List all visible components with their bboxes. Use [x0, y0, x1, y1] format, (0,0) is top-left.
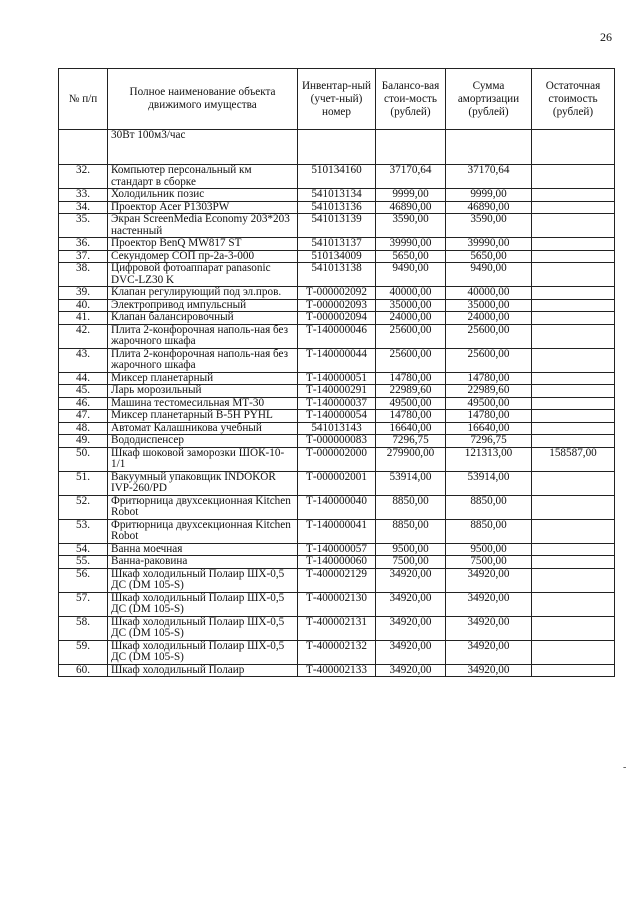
cell-amort: 34920,00: [446, 640, 532, 664]
cell-inv: Т-140000046: [298, 324, 376, 348]
cell-num: 47.: [59, 410, 108, 423]
cell-num: 46.: [59, 397, 108, 410]
cell-name: Плита 2-конфорочная наполь-ная без жарочного шкафа: [108, 348, 298, 372]
table-row: [59, 568, 615, 592]
cell-bal: 8850,00: [376, 495, 446, 519]
cell-name: Ванна моечная: [108, 543, 298, 556]
table-row: [59, 214, 615, 238]
cell-num: 45.: [59, 385, 108, 398]
cell-inv: 541013143: [298, 422, 376, 435]
cell-amort: 35000,00: [446, 299, 532, 312]
cell-bal: 53914,00: [376, 471, 446, 495]
inventory-table: [58, 68, 615, 677]
table-row: [59, 664, 615, 677]
cell-bal: 24000,00: [376, 312, 446, 325]
cell-bal: 7500,00: [376, 556, 446, 569]
cell-resid: 158587,00: [532, 447, 615, 471]
table-row: [59, 238, 615, 251]
cell-bal: 3590,00: [376, 214, 446, 238]
cell-bal: 25600,00: [376, 348, 446, 372]
cell-bal: 14780,00: [376, 372, 446, 385]
cell-num: 54.: [59, 543, 108, 556]
cell-amort: 3590,00: [446, 214, 532, 238]
cell-bal: 16640,00: [376, 422, 446, 435]
cell-resid: [532, 495, 615, 519]
cell-num: 56.: [59, 568, 108, 592]
table-row: [59, 592, 615, 616]
cell-bal: 37170,64: [376, 165, 446, 189]
cell-amort: 7500,00: [446, 556, 532, 569]
cell-num: 33.: [59, 189, 108, 202]
header-balance-value: Балансо-вая стои-мость (рублей): [376, 69, 446, 130]
cell-num: 35.: [59, 214, 108, 238]
cell-bal: 34920,00: [376, 664, 446, 677]
cell-bal: 9999,00: [376, 189, 446, 202]
cell-name: Клапан балансировочный: [108, 312, 298, 325]
cell-bal: 7296,75: [376, 435, 446, 448]
cell-resid: [532, 238, 615, 251]
table-row: [59, 263, 615, 287]
cell-bal: 34920,00: [376, 640, 446, 664]
cell-bal: 25600,00: [376, 324, 446, 348]
cell-num: 60.: [59, 664, 108, 677]
cell-num: 44.: [59, 372, 108, 385]
cell-inv: Т-000002093: [298, 299, 376, 312]
cell-bal: 8850,00: [376, 519, 446, 543]
cell-name: Автомат Калашникова учебный: [108, 422, 298, 435]
table-row: [59, 287, 615, 300]
cell-resid: [532, 410, 615, 423]
cell-amort: 121313,00: [446, 447, 532, 471]
cell-amort: 39990,00: [446, 238, 532, 251]
cell-resid: [532, 397, 615, 410]
cell-amort: 34920,00: [446, 592, 532, 616]
cell-num: 57.: [59, 592, 108, 616]
cell-amort: 14780,00: [446, 372, 532, 385]
cell-name: Плита 2-конфорочная наполь-ная без жарочного шкафа: [108, 324, 298, 348]
cell-bal: 34920,00: [376, 592, 446, 616]
cell-resid: [532, 568, 615, 592]
table-row: [59, 543, 615, 556]
cell-num: 42.: [59, 324, 108, 348]
cell-amort: 14780,00: [446, 410, 532, 423]
cell-inv: Т-140000060: [298, 556, 376, 569]
cell-inv: Т-140000054: [298, 410, 376, 423]
cell-name: Шкаф холодильный Полаир ШХ-0,5 ДС (DM 105-S): [108, 616, 298, 640]
cell-resid: [532, 324, 615, 348]
table-row: [59, 397, 615, 410]
cell-name: Клапан регулирующий под эл.пров.: [108, 287, 298, 300]
cell-num: 49.: [59, 435, 108, 448]
cell-inv: Т-400002132: [298, 640, 376, 664]
cell-amort: 37170,64: [446, 165, 532, 189]
table-row: [59, 435, 615, 448]
table-row: [59, 447, 615, 471]
cell-resid: [532, 214, 615, 238]
cell-num: 43.: [59, 348, 108, 372]
cell-num: 59.: [59, 640, 108, 664]
cell-bal: 22989,60: [376, 385, 446, 398]
cell-name: Вакуумный упаковщик INDOKOR IVP-260/PD: [108, 471, 298, 495]
table-row: [59, 519, 615, 543]
cell-bal: 35000,00: [376, 299, 446, 312]
cell-name: Шкаф холодильный Полаир: [108, 664, 298, 677]
cell-amort: 7296,75: [446, 435, 532, 448]
cell-resid: [532, 263, 615, 287]
cell-amort: 9500,00: [446, 543, 532, 556]
header-name: Полное наименование объекта движимого имущества: [108, 69, 298, 130]
cell-inv: 541013138: [298, 263, 376, 287]
cell-bal: 279900,00: [376, 447, 446, 471]
cell-amort: 16640,00: [446, 422, 532, 435]
continuation-name: 30Вт 100м3/час: [108, 130, 298, 165]
cell-bal: 9490,00: [376, 263, 446, 287]
cell-inv: Т-140000037: [298, 397, 376, 410]
cell-name: Миксер планетарный B-5H PYHL: [108, 410, 298, 423]
cell-inv: Т-000002000: [298, 447, 376, 471]
cell-resid: [532, 519, 615, 543]
cell-resid: [532, 312, 615, 325]
cell-bal: 34920,00: [376, 616, 446, 640]
cell-resid: [532, 372, 615, 385]
cell-name: Электропривод импульсный: [108, 299, 298, 312]
cell-resid: [532, 287, 615, 300]
cell-inv: Т-400002129: [298, 568, 376, 592]
cell-name: Шкаф шоковой заморозки ШОК-10-1/1: [108, 447, 298, 471]
cell-num: 50.: [59, 447, 108, 471]
cell-inv: Т-400002130: [298, 592, 376, 616]
cell-resid: [532, 165, 615, 189]
cell-inv: Т-400002133: [298, 664, 376, 677]
cell-name: Цифровой фотоаппарат panasonic DVC-LZ30 K: [108, 263, 298, 287]
cell-inv: Т-000002001: [298, 471, 376, 495]
cell-num: 55.: [59, 556, 108, 569]
header-depreciation: Сумма амортизации (рублей): [446, 69, 532, 130]
cell-resid: [532, 299, 615, 312]
table-row: [59, 324, 615, 348]
cell-inv: 541013137: [298, 238, 376, 251]
cell-name: Экран ScreenMedia Economy 203*203 настенный: [108, 214, 298, 238]
cell-name: Проектор BenQ MW817 ST: [108, 238, 298, 251]
cell-resid: [532, 664, 615, 677]
cell-inv: Т-140000044: [298, 348, 376, 372]
cell-name: Ларь морозильный: [108, 385, 298, 398]
cell-bal: 40000,00: [376, 287, 446, 300]
cell-amort: 46890,00: [446, 201, 532, 214]
cell-amort: 34920,00: [446, 568, 532, 592]
table-row: [59, 165, 615, 189]
cell-name: Фритюрница двухсекционная Kitchen Robot: [108, 519, 298, 543]
cell-name: Секундомер СОП пр-2а-3-000: [108, 250, 298, 263]
cell-resid: [532, 616, 615, 640]
cell-amort: 25600,00: [446, 348, 532, 372]
table-row: [59, 189, 615, 202]
header-inventory-number: Инвентар-ный (учет-ный) номер: [298, 69, 376, 130]
cell-amort: 8850,00: [446, 495, 532, 519]
cell-inv: Т-000000083: [298, 435, 376, 448]
cell-num: 36.: [59, 238, 108, 251]
cell-inv: 541013136: [298, 201, 376, 214]
cell-inv: Т-140000291: [298, 385, 376, 398]
cell-bal: 49500,00: [376, 397, 446, 410]
cell-resid: [532, 471, 615, 495]
cell-num: 51.: [59, 471, 108, 495]
cell-amort: 53914,00: [446, 471, 532, 495]
table-row: [59, 348, 615, 372]
cell-bal: 46890,00: [376, 201, 446, 214]
table-header-row: [59, 69, 615, 130]
cell-amort: 8850,00: [446, 519, 532, 543]
cell-resid: [532, 348, 615, 372]
cell-inv: 541013139: [298, 214, 376, 238]
cell-num: 38.: [59, 263, 108, 287]
cell-inv: 510134009: [298, 250, 376, 263]
table-row: [59, 556, 615, 569]
header-num: № п/п: [59, 69, 108, 130]
cell-name: Холодильник позис: [108, 189, 298, 202]
cell-name: Проектор Acer P1303PW: [108, 201, 298, 214]
cell-bal: 34920,00: [376, 568, 446, 592]
cell-num: 40.: [59, 299, 108, 312]
cell-num: 41.: [59, 312, 108, 325]
cell-num: 48.: [59, 422, 108, 435]
table-row: [59, 201, 615, 214]
margin-mark: -: [623, 762, 627, 773]
cell-name: Вододиспенсер: [108, 435, 298, 448]
page-number: 26: [600, 30, 612, 44]
cell-resid: [532, 592, 615, 616]
cell-resid: [532, 201, 615, 214]
cell-bal: 9500,00: [376, 543, 446, 556]
cell-name: Шкаф холодильный Полаир ШХ-0,5 ДС (DM 105-S): [108, 640, 298, 664]
table-row: [59, 640, 615, 664]
table-row: [59, 372, 615, 385]
cell-resid: [532, 640, 615, 664]
cell-bal: 5650,00: [376, 250, 446, 263]
cell-name: Шкаф холодильный Полаир ШХ-0,5 ДС (DM 105-S): [108, 568, 298, 592]
cell-name: Компьютер персональный км стандарт в сборке: [108, 165, 298, 189]
table-row: [59, 410, 615, 423]
continuation-row: [59, 130, 615, 165]
cell-name: Ванна-раковина: [108, 556, 298, 569]
cell-amort: 34920,00: [446, 616, 532, 640]
cell-amort: 34920,00: [446, 664, 532, 677]
table-row: [59, 495, 615, 519]
cell-num: 52.: [59, 495, 108, 519]
cell-num: 39.: [59, 287, 108, 300]
cell-amort: 24000,00: [446, 312, 532, 325]
cell-num: 32.: [59, 165, 108, 189]
table-row: [59, 385, 615, 398]
table-row: [59, 471, 615, 495]
cell-num: 53.: [59, 519, 108, 543]
cell-resid: [532, 556, 615, 569]
cell-inv: 541013134: [298, 189, 376, 202]
cell-name: Фритюрница двухсекционная Kitchen Robot: [108, 495, 298, 519]
cell-name: Машина тестомесильная МТ-30: [108, 397, 298, 410]
cell-resid: [532, 422, 615, 435]
cell-inv: Т-000002092: [298, 287, 376, 300]
table-row: [59, 299, 615, 312]
table-row: [59, 422, 615, 435]
cell-num: 34.: [59, 201, 108, 214]
cell-inv: Т-000002094: [298, 312, 376, 325]
cell-inv: Т-140000057: [298, 543, 376, 556]
cell-resid: [532, 543, 615, 556]
cell-amort: 49500,00: [446, 397, 532, 410]
cell-amort: 22989,60: [446, 385, 532, 398]
cell-num: 37.: [59, 250, 108, 263]
cell-num: 58.: [59, 616, 108, 640]
table-row: [59, 312, 615, 325]
cell-resid: [532, 189, 615, 202]
cell-amort: 5650,00: [446, 250, 532, 263]
cell-inv: Т-140000040: [298, 495, 376, 519]
cell-bal: 39990,00: [376, 238, 446, 251]
cell-resid: [532, 385, 615, 398]
cell-bal: 14780,00: [376, 410, 446, 423]
cell-inv: Т-140000041: [298, 519, 376, 543]
cell-inv: Т-400002131: [298, 616, 376, 640]
cell-inv: 510134160: [298, 165, 376, 189]
table-row: [59, 250, 615, 263]
cell-amort: 9999,00: [446, 189, 532, 202]
cell-inv: Т-140000051: [298, 372, 376, 385]
cell-name: Шкаф холодильный Полаир ШХ-0,5 ДС (DM 105-S): [108, 592, 298, 616]
cell-amort: 9490,00: [446, 263, 532, 287]
table-row: [59, 616, 615, 640]
cell-amort: 25600,00: [446, 324, 532, 348]
header-residual-value: Остаточная стоимость (рублей): [532, 69, 615, 130]
cell-amort: 40000,00: [446, 287, 532, 300]
cell-resid: [532, 435, 615, 448]
cell-name: Миксер планетарный: [108, 372, 298, 385]
cell-resid: [532, 250, 615, 263]
